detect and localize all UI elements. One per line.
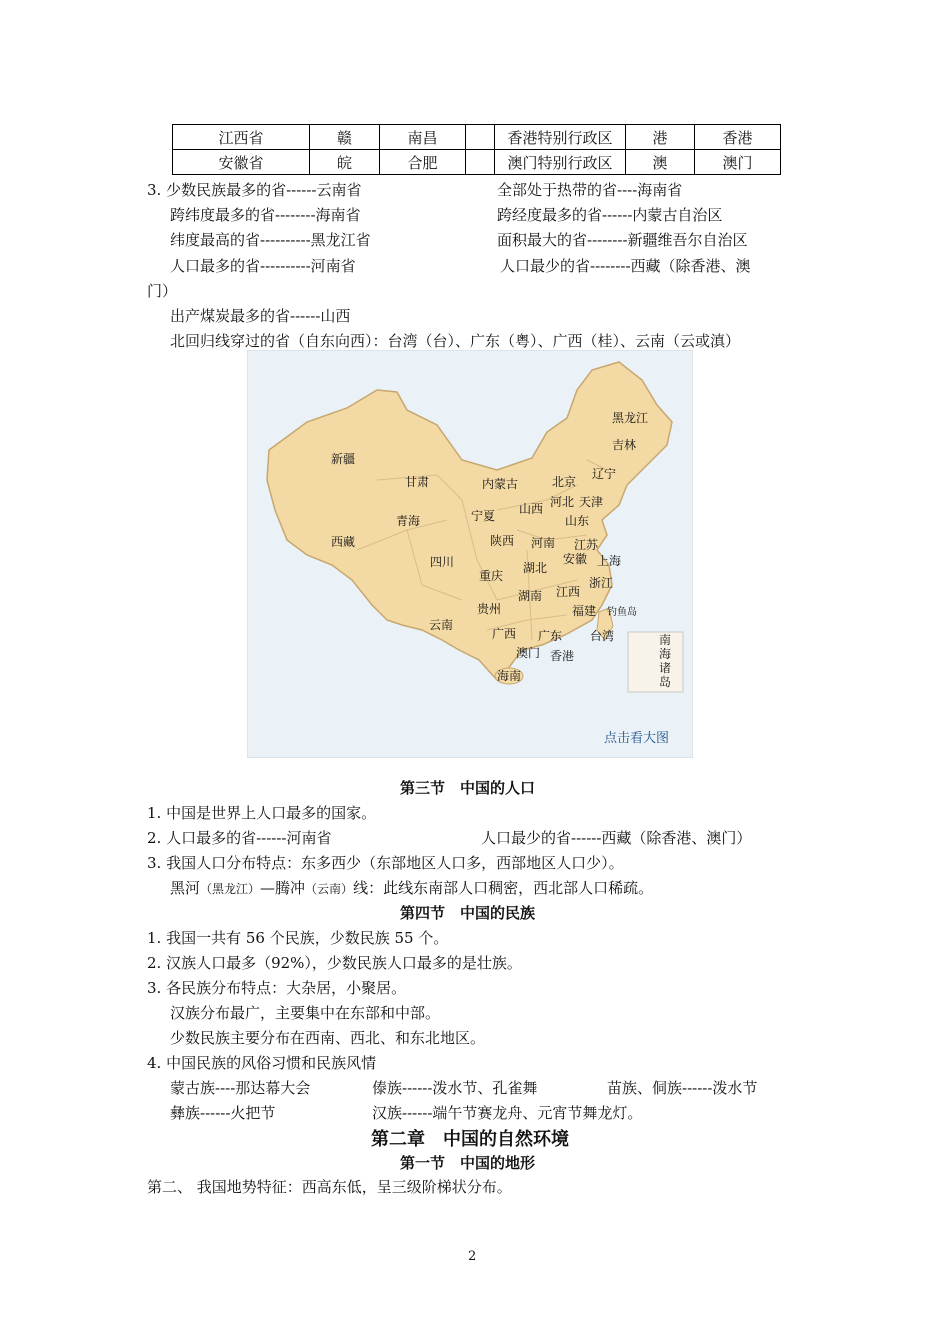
text-line: 2. 人口最多的省------河南省 <box>147 829 332 847</box>
map-label: 新疆 <box>331 452 356 466</box>
text-line: 1. 我国一共有 56 个民族，少数民族 55 个。 <box>147 929 449 947</box>
text-line: 汉族分布最广，主要集中在东部和中部。 <box>170 1004 441 1022</box>
map-label: 福建 <box>572 604 597 618</box>
map-label: 吉林 <box>612 438 637 452</box>
text-line: 3. 各民族分布特点：大杂居，小聚居。 <box>147 979 407 997</box>
map-inset-label: 南海诸岛 <box>659 633 672 689</box>
text-line: 2. 汉族人口最多（92%），少数民族人口最多的是壮族。 <box>147 954 522 972</box>
fact-line: 出产煤炭最多的省------山西 <box>170 307 351 325</box>
map-label: 重庆 <box>479 569 504 583</box>
table-cell: 澳 <box>626 150 695 175</box>
map-label: 台湾 <box>590 629 615 643</box>
table-row <box>173 150 781 175</box>
table-row <box>173 125 781 150</box>
map-label: 贵州 <box>477 602 502 616</box>
map-label: 天津 <box>579 495 604 509</box>
map-label: 青海 <box>396 514 421 528</box>
fact-line: 跨纬度最多的省--------海南省 <box>170 206 361 224</box>
map-label: 香港 <box>550 649 575 663</box>
table-cell: 澳门 <box>695 150 781 175</box>
map-label: 钓鱼岛 <box>607 607 637 618</box>
map-label: 陕西 <box>490 534 515 548</box>
text-run: 线：此线东南部人口稠密，西北部人口稀疏。 <box>353 879 654 897</box>
map-label: 广东 <box>538 629 563 643</box>
text-line: 第二、 我国地势特征：西高东低，呈三级阶梯状分布。 <box>147 1178 512 1196</box>
map-label: 浙江 <box>589 576 614 590</box>
map-label: 安徽 <box>563 552 588 566</box>
map-label: 河南 <box>531 536 556 550</box>
table-cell: 安徽省 <box>173 150 310 175</box>
text-line: 1. 中国是世界上人口最多的国家。 <box>147 804 377 822</box>
map-label: 辽宁 <box>592 467 617 481</box>
map-label: 上海 <box>597 554 622 568</box>
map-label: 湖南 <box>518 589 543 603</box>
text-line: 人口最少的省------西藏（除香港、澳门） <box>481 829 752 847</box>
map-label: 内蒙古 <box>482 477 519 491</box>
map-label: 宁夏 <box>471 509 496 523</box>
page-number: 2 <box>468 1249 477 1264</box>
map-label: 山西 <box>519 502 544 516</box>
map-label: 澳门 <box>516 646 541 660</box>
table-gap <box>466 125 495 150</box>
table-cell: 香港 <box>695 125 781 150</box>
fact-line: 3. 少数民族最多的省------云南省 <box>147 181 362 199</box>
table-cell: 赣 <box>310 125 380 150</box>
table-cell: 澳门特别行政区 <box>495 150 626 175</box>
text-line <box>170 877 653 898</box>
map-label: 河北 <box>550 495 575 509</box>
table-cell: 南昌 <box>380 125 466 150</box>
map-label: 黑龙江 <box>612 411 649 425</box>
map-label: 北京 <box>552 475 577 489</box>
text-line: 蒙古族----那达幕大会 <box>170 1079 311 1097</box>
text-line: 苗族、侗族------泼水节 <box>607 1079 758 1097</box>
fact-line: 人口最少的省--------西藏（除香港、澳 <box>500 257 751 275</box>
text-run: —腾冲 <box>260 879 306 897</box>
fact-line: 纬度最高的省----------黑龙江省 <box>170 231 371 249</box>
text-line: 3. 我国人口分布特点：东多西少（东部地区人口多，西部地区人口少）。 <box>147 854 624 872</box>
inset-box <box>628 632 683 692</box>
section-title: 第一节 中国的地形 <box>400 1154 536 1172</box>
text-line: 汉族------端午节赛龙舟、元宵节舞龙灯。 <box>372 1104 643 1122</box>
map-label: 云南 <box>429 618 454 632</box>
map-label: 山东 <box>565 514 590 528</box>
text-line: 4. 中国民族的风俗习惯和民族风情 <box>147 1054 377 1072</box>
view-large-map-link[interactable]: 点击看大图 <box>604 731 670 746</box>
section-title: 第四节 中国的民族 <box>400 904 536 922</box>
table-cell: 江西省 <box>173 125 310 150</box>
table-cell: 香港特别行政区 <box>495 125 626 150</box>
fact-line: 全部处于热带的省----海南省 <box>497 181 683 199</box>
fact-line: 北回归线穿过的省（自东向西）：台湾（台）、广东（粤）、广西（桂）、云南（云或滇） <box>170 332 741 350</box>
text-line: 彝族------火把节 <box>170 1104 276 1122</box>
map-label: 四川 <box>430 555 455 569</box>
province-table <box>172 124 781 175</box>
fact-line: 面积最大的省--------新疆维吾尔自治区 <box>497 231 748 249</box>
table-gap <box>466 150 495 175</box>
chapter-title: 第二章 中国的自然环境 <box>371 1129 569 1150</box>
text-run-small: （黑龙江） <box>200 882 261 896</box>
map-label: 湖北 <box>523 561 548 575</box>
fact-line: 跨经度最多的省------内蒙古自治区 <box>497 206 723 224</box>
map-label: 江西 <box>556 585 581 599</box>
table-cell: 皖 <box>310 150 380 175</box>
text-line: 少数民族主要分布在西南、西北、和东北地区。 <box>170 1029 486 1047</box>
map-label: 广西 <box>492 627 517 641</box>
fact-line: 门） <box>147 282 178 300</box>
map-label: 西藏 <box>331 535 356 549</box>
fact-line: 人口最多的省----------河南省 <box>170 257 356 275</box>
text-line: 傣族------泼水节、孔雀舞 <box>372 1079 538 1097</box>
section-title: 第三节 中国的人口 <box>400 779 536 797</box>
map-label: 海南 <box>497 669 522 683</box>
table-cell: 合肥 <box>380 150 466 175</box>
table-cell: 港 <box>626 125 695 150</box>
text-run-small: （云南） <box>305 882 354 896</box>
text-run: 黑河 <box>170 879 201 897</box>
map-label: 甘肃 <box>405 475 430 489</box>
map-label: 江苏 <box>574 538 599 552</box>
